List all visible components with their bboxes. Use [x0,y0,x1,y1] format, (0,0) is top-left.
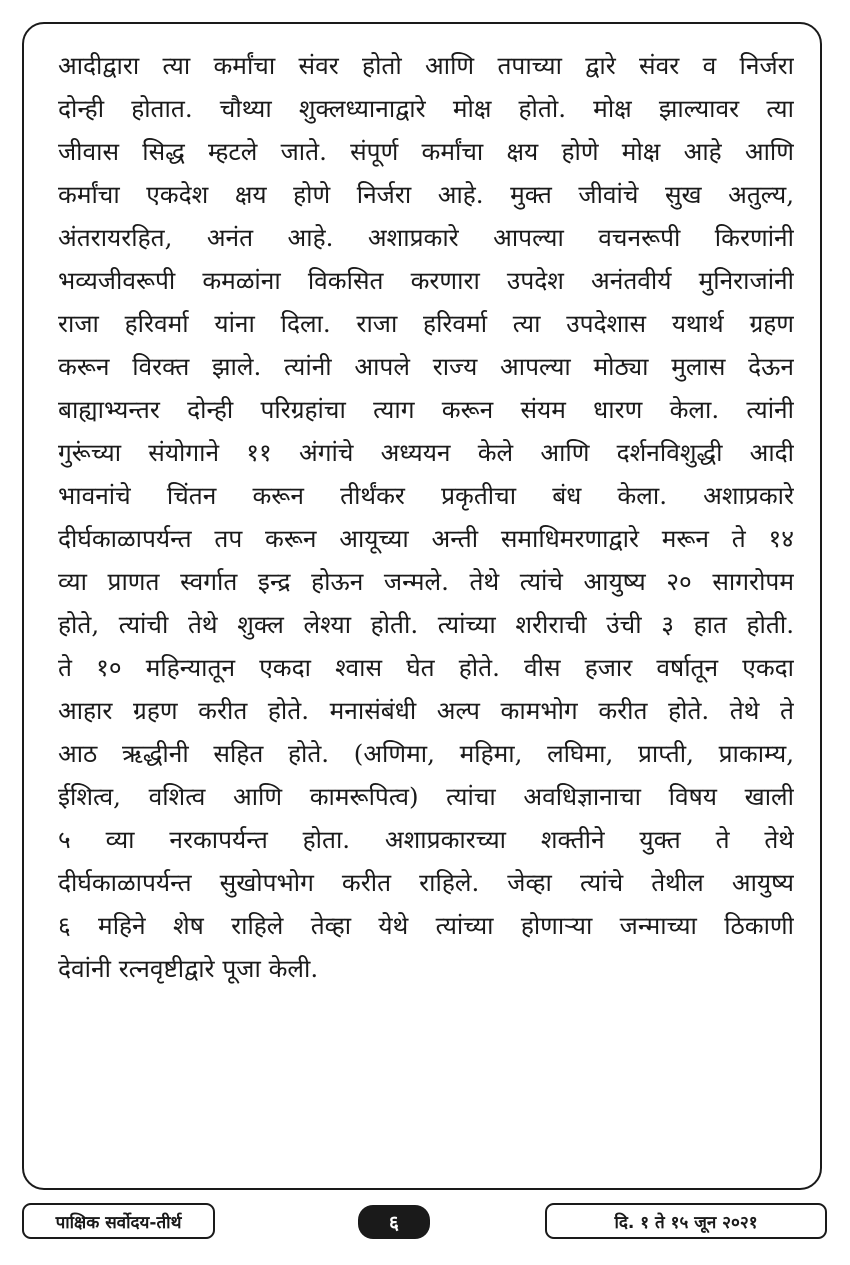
body-line-17: आठ ऋद्धीनी सहित होते. (अणिमा, महिमा, लघिमा, प्राप्ती, प्राकाम्य, [58,739,794,768]
body-text [58,44,794,990]
body-line-19: ५ व्या नरकापर्यन्त होता. अशाप्रकारच्या शक्तीने युक्त ते तेथे [58,825,794,854]
issue-date: दि. १ ते १५ जून २०२१ [545,1203,827,1239]
body-line-20: दीर्घकाळापर्यन्त सुखोपभोग करीत राहिले. जेव्हा त्यांचे तेथील आयुष्य [58,868,794,897]
body-line-10: गुरूंच्या संयोगाने ११ अंगांचे अध्ययन केले आणि दर्शनविशुद्धी आदी [58,438,794,467]
publication-name: पाक्षिक सर्वोदय-तीर्थ [22,1203,215,1239]
body-line-13: व्या प्राणत स्वर्गात इन्द्र होऊन जन्मले. तेथे त्यांचे आयुष्य २० सागरोपम [58,567,794,596]
body-line-5: अंतरायरहित, अनंत आहे. अशाप्रकारे आपल्या वचनरूपी किरणांनी [58,223,794,252]
body-line-22: देवांनी रत्नवृष्टीद्वारे पूजा केली. [58,954,319,983]
body-line-7: राजा हरिवर्मा यांना दिला. राजा हरिवर्मा त्या उपदेशास यथार्थ ग्रहण [58,309,794,338]
body-line-12: दीर्घकाळापर्यन्त तप करून आयूच्या अन्ती समाधिमरणाद्वारे मरून ते १४ [58,524,794,553]
body-line-14: होते, त्यांची तेथे शुक्ल लेश्या होती. त्यांच्या शरीराची उंची ३ हात होती. [58,610,794,639]
body-line-21: ६ महिने शेष राहिले तेव्हा येथे त्यांच्या होणाऱ्या जन्माच्या ठिकाणी [58,911,794,940]
body-line-15: ते १० महिन्यातून एकदा श्वास घेत होते. वीस हजार वर्षातून एकदा [58,653,794,682]
body-line-1: आदीद्वारा त्या कर्मांचा संवर होतो आणि तपाच्या द्वारे संवर व निर्जरा [58,51,794,80]
body-line-3: जीवास सिद्ध म्हटले जाते. संपूर्ण कर्मांचा क्षय होणे मोक्ष आहे आणि [58,137,794,166]
page-number: ६ [358,1205,430,1239]
body-line-16: आहार ग्रहण करीत होते. मनासंबंधी अल्प कामभोग करीत होते. तेथे ते [58,696,794,725]
body-line-18: ईशित्व, वशित्व आणि कामरूपित्व) त्यांचा अवधिज्ञानाचा विषय खाली [58,782,794,811]
body-line-11: भावनांचे चिंतन करून तीर्थंकर प्रकृतीचा बंध केला. अशाप्रकारे [58,481,794,510]
body-line-8: करून विरक्त झाले. त्यांनी आपले राज्य आपल्या मोठ्या मुलास देऊन [58,352,794,381]
body-line-6: भव्यजीवरूपी कमळांना विकसित करणारा उपदेश अनंतवीर्य मुनिराजांनी [58,266,794,295]
body-line-9: बाह्याभ्यन्तर दोन्ही परिग्रहांचा त्याग करून संयम धारण केला. त्यांनी [58,395,794,424]
body-line-2: दोन्ही होतात. चौथ्या शुक्लध्यानाद्वारे मोक्ष होतो. मोक्ष झाल्यावर त्या [58,94,794,123]
body-line-4: कर्मांचा एकदेश क्षय होणे निर्जरा आहे. मुक्त जीवांचे सुख अतुल्य, [58,180,794,209]
